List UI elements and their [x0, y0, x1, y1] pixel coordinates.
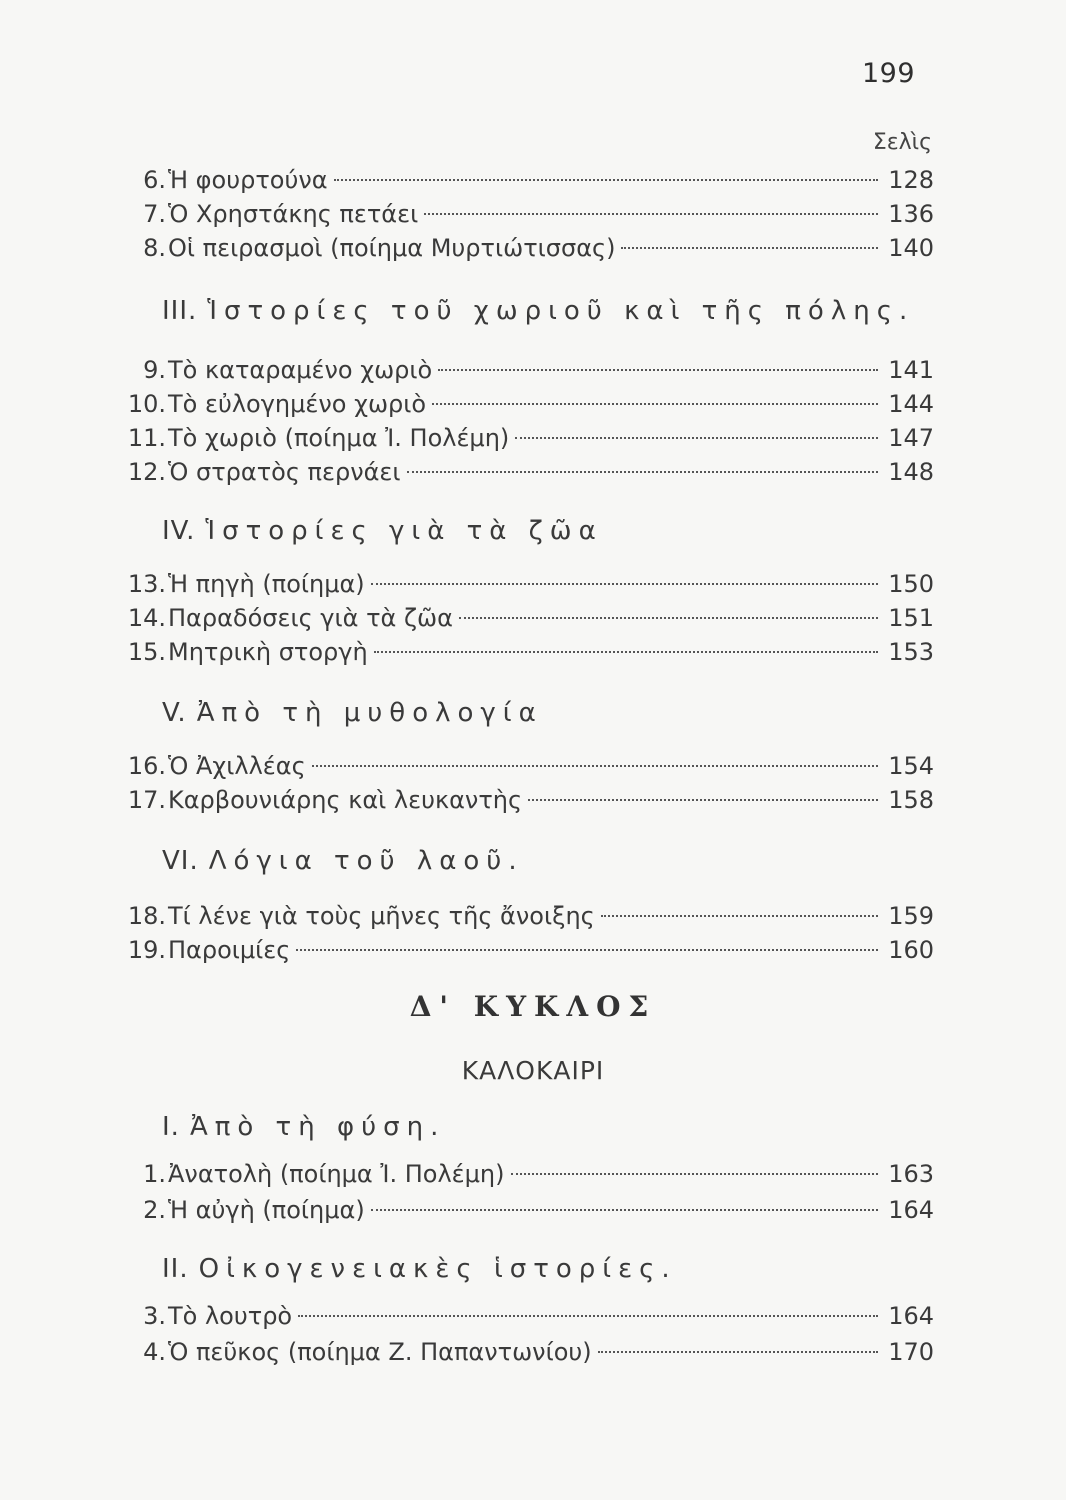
entry-number: 13.	[127, 570, 166, 598]
entry-page: 148	[888, 458, 934, 486]
entry-number: 18.	[127, 902, 166, 930]
entry-number: 9.	[143, 356, 166, 384]
entry-page: 136	[888, 200, 934, 228]
entry-number: 15.	[127, 638, 166, 666]
section-numeral: VI.	[162, 846, 199, 876]
toc-entry	[118, 1160, 934, 1194]
dot-leader	[528, 799, 878, 801]
entry-number: 14.	[127, 604, 166, 632]
dot-leader	[424, 213, 878, 215]
entry-title: Οἱ πειρασμοὶ (ποίημα Μυρτιώτισσας)	[168, 234, 616, 262]
entry-page: 151	[888, 604, 934, 632]
section-title: Ἀπὸ τὴ φύση.	[189, 1112, 446, 1142]
section-numeral: V.	[162, 698, 187, 728]
toc-entry	[118, 1302, 934, 1336]
page-number: 199	[862, 58, 916, 89]
section-heading	[162, 296, 914, 336]
entry-title: Ἡ φουρτούνα	[168, 166, 328, 194]
dot-leader	[601, 915, 878, 917]
dot-leader	[438, 369, 878, 371]
entry-title: Τὸ λουτρὸ	[168, 1302, 293, 1330]
toc-entry	[118, 1196, 934, 1230]
section-numeral: ΙΙ.	[162, 1254, 189, 1284]
entry-number: 17.	[127, 786, 166, 814]
page-column-label: Σελὶς	[872, 130, 932, 155]
dot-leader	[296, 949, 878, 951]
toc-entry	[118, 570, 934, 604]
section-heading	[162, 698, 543, 738]
entry-title: Ὁ Χρηστάκης πετάει	[168, 200, 419, 228]
entry-title: Τί λένε γιὰ τοὺς μῆνες τῆς ἄνοιξης	[168, 902, 595, 930]
section-title: Ἀπὸ τὴ μυθολογία	[196, 698, 543, 728]
entry-title: Παροιμίες	[168, 936, 291, 964]
dot-leader	[312, 765, 878, 767]
entry-page: 128	[888, 166, 934, 194]
entry-number: 4.	[143, 1338, 166, 1366]
dot-leader	[459, 617, 878, 619]
toc-entry	[118, 936, 934, 970]
entry-page: 153	[888, 638, 934, 666]
section-title: Λόγια τοῦ λαοῦ.	[208, 846, 524, 876]
entry-title: Ὁ πεῦκος (ποίημα Ζ. Παπαντωνίου)	[168, 1338, 592, 1366]
toc-entry	[118, 1338, 934, 1372]
entry-page: 154	[888, 752, 934, 780]
toc-entry	[118, 356, 934, 390]
section-numeral: ΙΙΙ.	[162, 296, 198, 326]
dot-leader	[432, 403, 878, 405]
dot-leader	[374, 651, 878, 653]
dot-leader	[598, 1351, 878, 1353]
toc-entry	[118, 234, 934, 268]
toc-entry	[118, 424, 934, 458]
toc-entry	[118, 786, 934, 820]
entry-title: Τὸ χωριὸ (ποίημα Ἰ. Πολέμη)	[168, 424, 510, 452]
toc-entry	[118, 752, 934, 786]
entry-page: 159	[888, 902, 934, 930]
entry-page: 163	[888, 1160, 934, 1188]
entry-number: 1.	[143, 1160, 166, 1188]
toc-entry	[118, 390, 934, 424]
section-title: Οἰκογενειακὲς ἱστορίες.	[198, 1254, 677, 1284]
section-heading	[162, 516, 603, 556]
entry-number: 10.	[127, 390, 166, 418]
cycle-heading: Δ' ΚΥΚΛΟΣ	[409, 990, 657, 1023]
toc-entry	[118, 638, 934, 672]
entry-title: Μητρικὴ στοργὴ	[168, 638, 368, 666]
entry-number: 19.	[127, 936, 166, 964]
entry-page: 170	[888, 1338, 934, 1366]
section-title: Ἱστορίες τοῦ χωριοῦ καὶ τῆς πόλης.	[207, 296, 915, 326]
toc-entry	[118, 166, 934, 200]
entry-page: 141	[888, 356, 934, 384]
entry-title: Παραδόσεις γιὰ τὰ ζῶα	[168, 604, 453, 632]
entry-page: 147	[888, 424, 934, 452]
toc-entry	[118, 604, 934, 638]
entry-page: 164	[888, 1196, 934, 1224]
entry-title: Ἡ αὐγὴ (ποίημα)	[168, 1196, 365, 1224]
entry-title: Ἡ πηγὴ (ποίημα)	[168, 570, 365, 598]
entry-number: 16.	[127, 752, 166, 780]
dot-leader	[511, 1173, 879, 1175]
entry-page: 144	[888, 390, 934, 418]
entry-number: 11.	[127, 424, 166, 452]
entry-number: 8.	[143, 234, 166, 262]
entry-page: 158	[888, 786, 934, 814]
entry-title: Τὸ εὐλογημένο χωριὸ	[168, 390, 427, 418]
entry-title: Ὁ στρατὸς περνάει	[168, 458, 401, 486]
toc-entry	[118, 458, 934, 492]
entry-number: 6.	[143, 166, 166, 194]
dot-leader	[371, 1209, 878, 1211]
dot-leader	[334, 179, 878, 181]
entry-number: 3.	[143, 1302, 166, 1330]
section-heading	[162, 846, 524, 886]
section-heading	[162, 1112, 445, 1152]
dot-leader	[407, 471, 878, 473]
entry-title: Ἀνατολὴ (ποίημα Ἰ. Πολέμη)	[168, 1160, 505, 1188]
section-numeral: Ι.	[162, 1112, 180, 1142]
entry-title: Ὁ Ἀχιλλέας	[168, 752, 306, 780]
section-title: Ἱστορίες γιὰ τὰ ζῶα	[205, 516, 603, 546]
entry-page: 160	[888, 936, 934, 964]
section-numeral: IV.	[162, 516, 196, 546]
dot-leader	[371, 583, 878, 585]
entry-number: 12.	[127, 458, 166, 486]
dot-leader	[515, 437, 878, 439]
dot-leader	[621, 247, 878, 249]
entry-title: Τὸ καταραμένο χωριὸ	[168, 356, 433, 384]
toc-entry	[118, 902, 934, 936]
entry-number: 2.	[143, 1196, 166, 1224]
entry-page: 140	[888, 234, 934, 262]
toc-entry	[118, 200, 934, 234]
entry-page: 164	[888, 1302, 934, 1330]
dot-leader	[298, 1315, 878, 1317]
entry-title: Καρβουνιάρης καὶ λευκαντὴς	[168, 786, 523, 814]
entry-number: 7.	[143, 200, 166, 228]
entry-page: 150	[888, 570, 934, 598]
season-heading: ΚΑΛΟΚΑΙΡΙ	[461, 1056, 605, 1085]
section-heading	[162, 1254, 677, 1294]
